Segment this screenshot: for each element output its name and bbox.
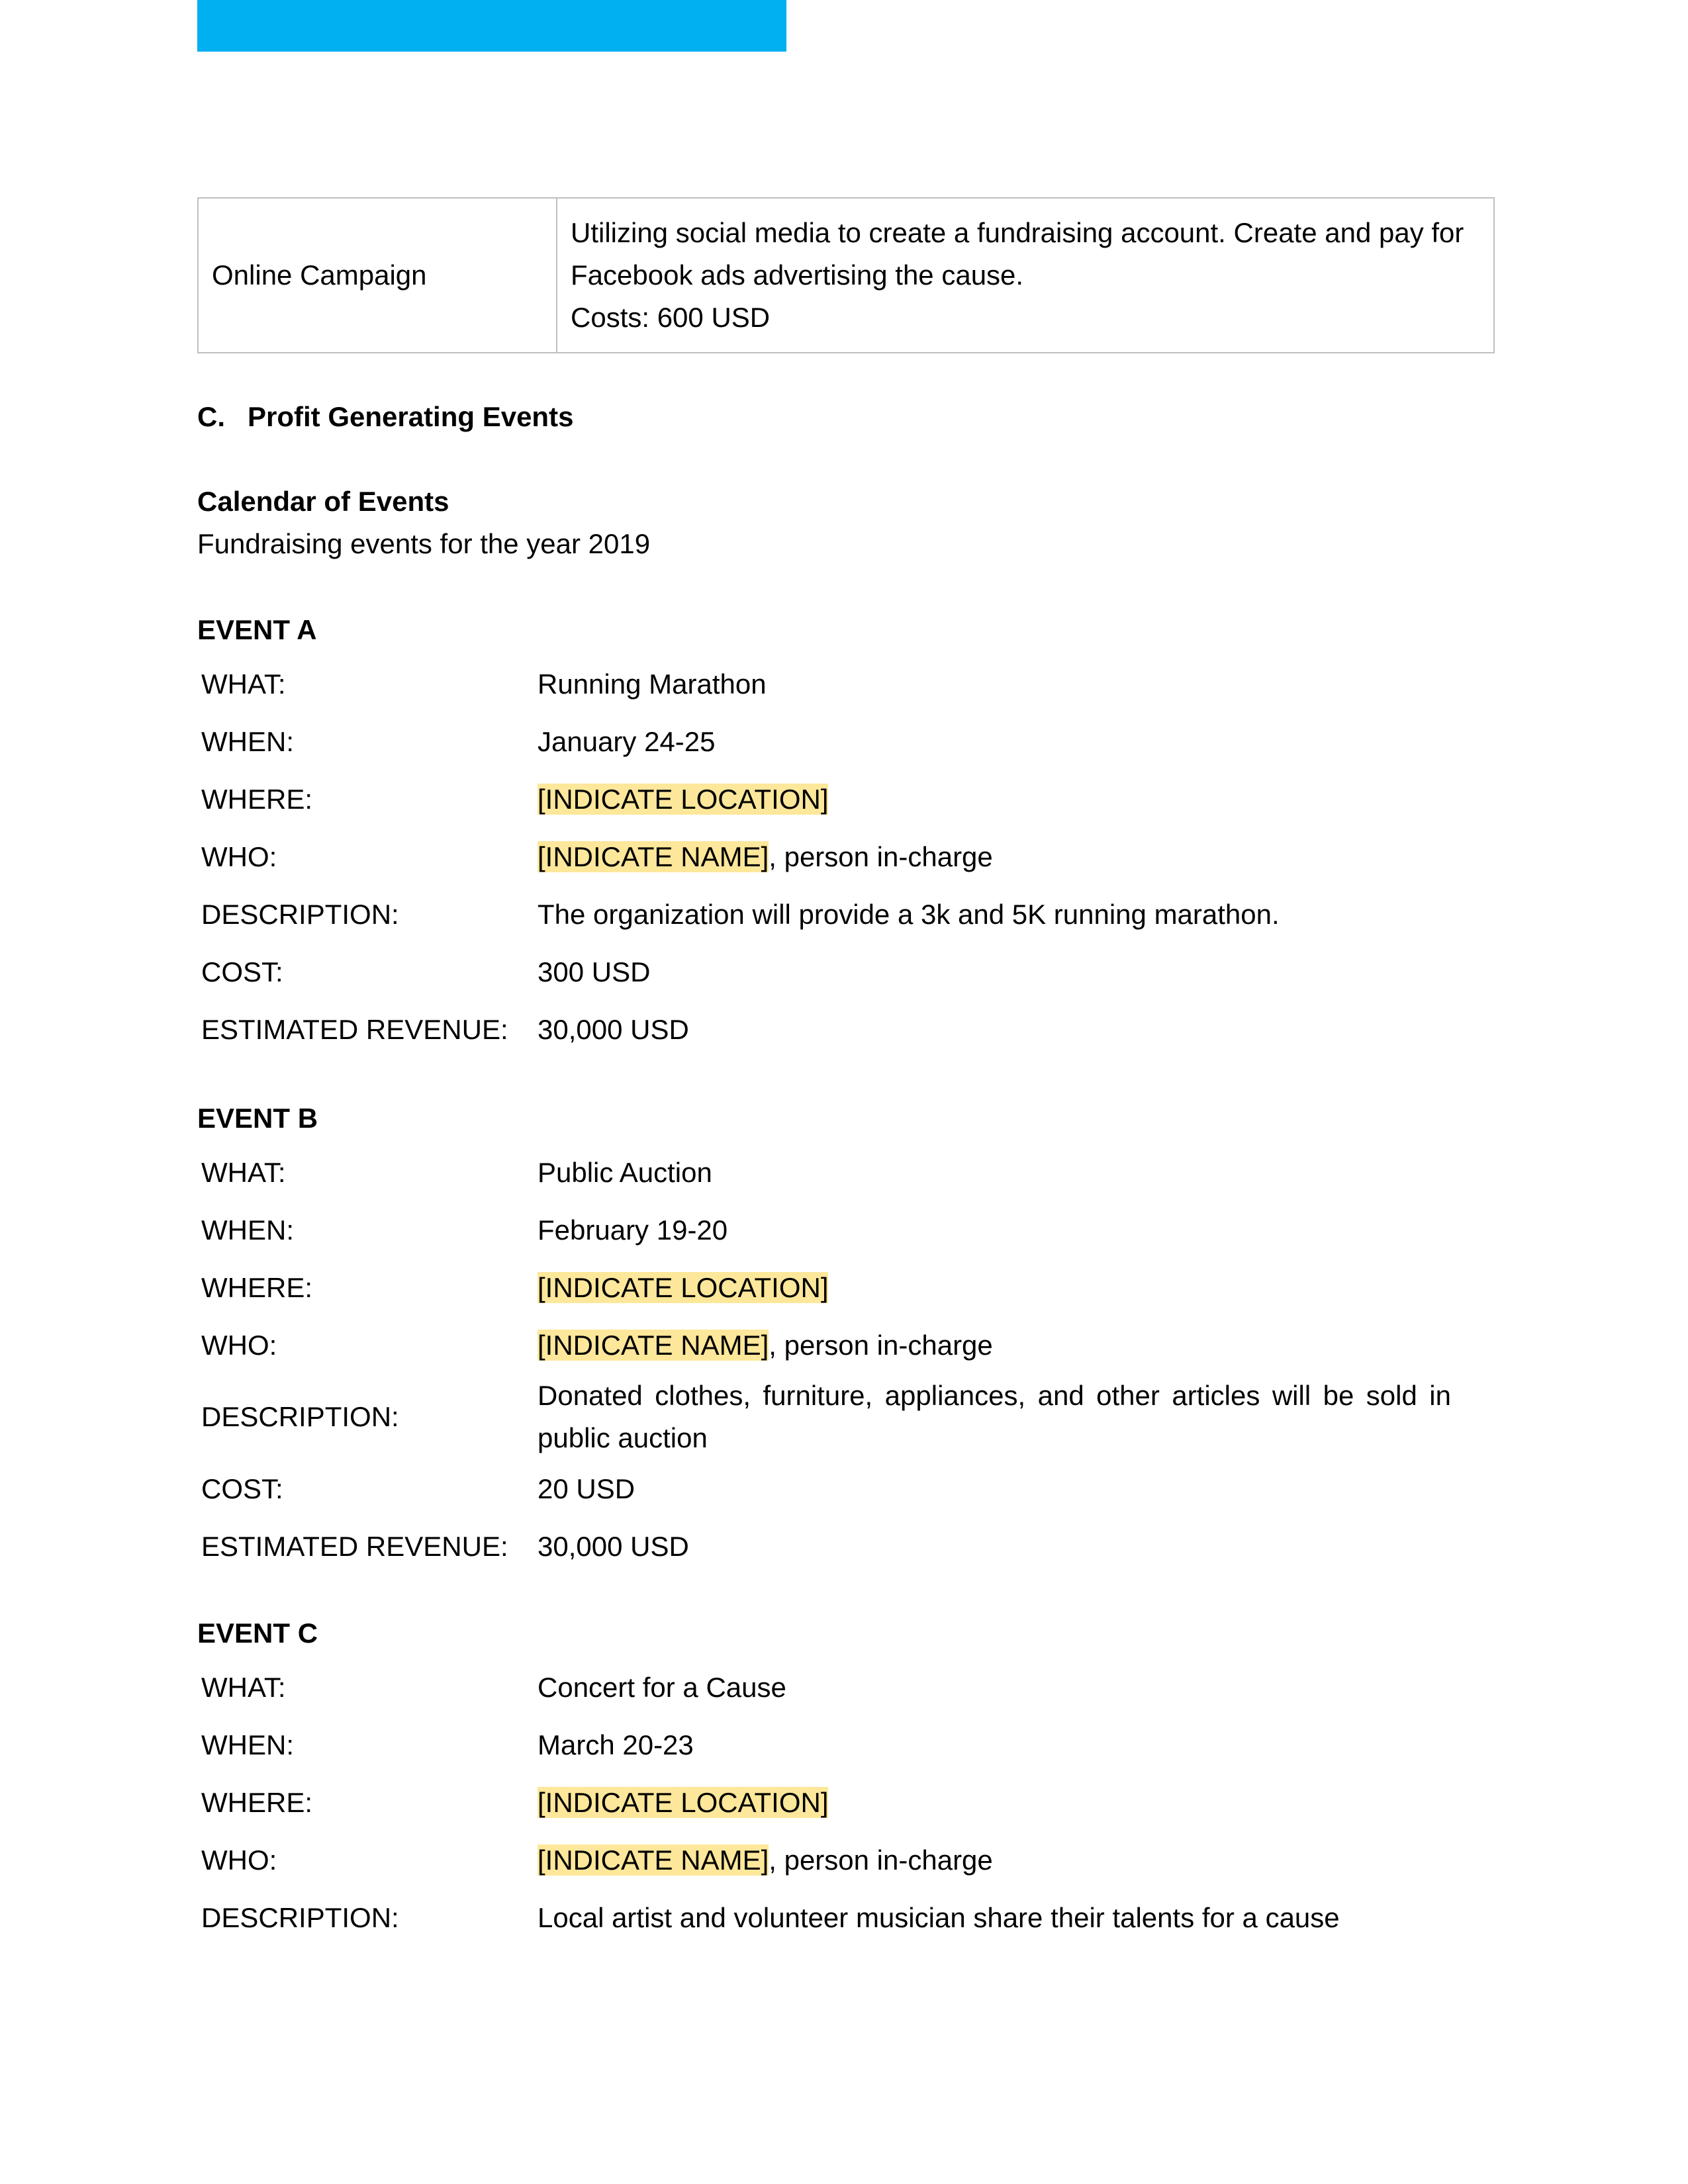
value-description: The organization will provide a 3k and 5K running marathon. [538,898,1280,930]
event-row-who [201,1316,1459,1374]
value-where [538,1267,1459,1309]
event-row-what [201,1659,1459,1716]
event-row-who [201,828,1459,886]
name-placeholder: [INDICATE NAME] [538,1844,769,1876]
who-suffix: , person in-charge [769,1329,993,1361]
event-b-title: EVENT B [197,1103,318,1134]
event-row-when [201,713,1459,770]
event-row-who [201,1831,1459,1889]
label-what: WHAT: [201,668,286,700]
event-row-what [201,1144,1459,1201]
name-placeholder: [INDICATE NAME] [538,841,769,872]
value-who [538,836,1459,878]
label-what: WHAT: [201,1671,286,1703]
section-title: Profit Generating Events [248,401,574,432]
event-row-when [201,1716,1459,1774]
label-description: DESCRIPTION: [201,1401,399,1432]
value-revenue: 30,000 USD [538,1530,689,1562]
event-b-details [201,1144,1459,1575]
label-where: WHERE: [201,1271,312,1303]
label-cost: COST: [201,1473,283,1504]
label-when: WHEN: [201,1214,294,1246]
event-row-description [201,1889,1459,1946]
event-row-revenue [201,1518,1459,1575]
label-who: WHO: [201,1329,277,1361]
label-description: DESCRIPTION: [201,898,399,930]
campaign-table [197,197,1495,353]
value-who [538,1839,1459,1882]
location-placeholder: [INDICATE LOCATION] [538,783,829,815]
value-cost: 300 USD [538,956,651,987]
label-what: WHAT: [201,1156,286,1188]
value-when: March 20-23 [538,1729,694,1760]
event-row-revenue [201,1001,1459,1058]
value-where [538,1782,1459,1824]
value-what: Concert for a Cause [538,1671,786,1703]
value-description: Donated clothes, furniture, appliances, and other articles will be sold in public auction [538,1380,1451,1453]
campaign-label-cell: Online Campaign [198,198,557,353]
who-suffix: , person in-charge [769,1844,993,1876]
event-row-cost [201,943,1459,1001]
event-row-where [201,1259,1459,1316]
header-accent-bar [197,0,786,52]
who-suffix: , person in-charge [769,841,993,872]
value-cost: 20 USD [538,1473,635,1504]
label-when: WHEN: [201,725,294,757]
value-revenue: 30,000 USD [538,1013,689,1045]
location-placeholder: [INDICATE LOCATION] [538,1786,829,1818]
section-letter: C. [197,401,225,432]
event-row-description [201,886,1459,943]
campaign-description-cell [557,198,1494,353]
location-placeholder: [INDICATE LOCATION] [538,1271,829,1303]
event-row-description [201,1374,1459,1460]
label-revenue: ESTIMATED REVENUE: [201,1013,508,1045]
label-when: WHEN: [201,1729,294,1760]
value-what: Running Marathon [538,668,767,700]
event-c-title: EVENT C [197,1617,318,1649]
campaign-line: Utilizing social media to create a fundraising account. Create and pay for [571,217,1464,248]
event-row-where [201,770,1459,828]
calendar-subtitle: Fundraising events for the year 2019 [197,528,651,559]
label-description: DESCRIPTION: [201,1901,399,1933]
event-row-where [201,1774,1459,1831]
event-c-details [201,1659,1459,1946]
campaign-cost: Costs: 600 USD [571,302,771,333]
table-row [198,198,1494,353]
value-who [538,1324,1459,1367]
event-row-what [201,655,1459,713]
value-when: January 24-25 [538,725,716,757]
event-a-details [201,655,1459,1058]
event-row-when [201,1201,1459,1259]
value-description: Local artist and volunteer musician share their talents for a cause [538,1901,1340,1933]
label-where: WHERE: [201,783,312,815]
name-placeholder: [INDICATE NAME] [538,1329,769,1361]
label-who: WHO: [201,841,277,872]
event-row-cost [201,1460,1459,1518]
value-where [538,778,1459,821]
value-when: February 19-20 [538,1214,728,1246]
calendar-heading: Calendar of Events [197,486,449,517]
event-a-title: EVENT A [197,614,317,645]
campaign-line: Facebook ads advertising the cause. [571,259,1024,291]
label-revenue: ESTIMATED REVENUE: [201,1530,508,1562]
value-what: Public Auction [538,1156,712,1188]
label-who: WHO: [201,1844,277,1876]
label-where: WHERE: [201,1786,312,1818]
section-heading [197,397,573,437]
label-cost: COST: [201,956,283,987]
